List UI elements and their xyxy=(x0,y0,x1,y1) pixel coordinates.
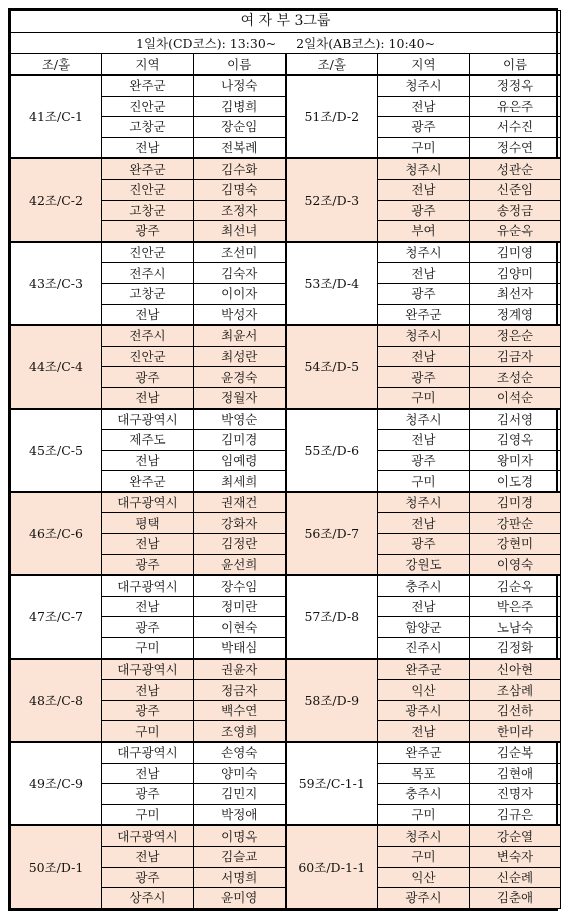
region-cell: 완주군 xyxy=(102,471,194,492)
region-cell: 광주 xyxy=(378,450,470,471)
group-hole-cell: 42조/C-2 xyxy=(11,158,102,241)
schedule-body xyxy=(11,75,561,908)
region-cell: 전남 xyxy=(378,263,470,284)
group-hole-cell: 60조/D-1-1 xyxy=(286,825,378,908)
table-row xyxy=(11,158,561,179)
table-row xyxy=(11,75,561,96)
player-name-cell: 강화자 xyxy=(194,513,286,534)
region-cell: 청주시 xyxy=(378,158,470,179)
region-cell: 강원도 xyxy=(378,554,470,575)
region-cell: 청주시 xyxy=(378,325,470,346)
player-name-cell: 박성자 xyxy=(194,304,286,325)
group-hole-cell: 54조/D-5 xyxy=(286,325,378,408)
region-cell: 평택 xyxy=(102,513,194,534)
player-name-cell: 김미경 xyxy=(194,430,286,451)
region-cell: 부여 xyxy=(378,221,470,242)
player-name-cell: 최선녀 xyxy=(194,221,286,242)
player-name-cell: 김숙자 xyxy=(194,263,286,284)
group-hole-cell: 46조/C-6 xyxy=(11,492,102,575)
player-name-cell: 김정란 xyxy=(194,534,286,555)
region-cell: 진안군 xyxy=(102,346,194,367)
region-cell: 전남 xyxy=(378,721,470,742)
player-name-cell: 손영숙 xyxy=(194,742,286,763)
group-hole-cell: 49조/C-9 xyxy=(11,742,102,825)
player-name-cell: 김규은 xyxy=(470,804,561,825)
region-cell: 전남 xyxy=(102,846,194,867)
region-cell: 전주시 xyxy=(102,263,194,284)
group-hole-cell: 52조/D-3 xyxy=(286,158,378,241)
region-cell: 진안군 xyxy=(102,242,194,263)
group-hole-cell: 57조/D-8 xyxy=(286,575,378,658)
region-cell: 광주 xyxy=(102,784,194,805)
region-cell: 전남 xyxy=(102,137,194,158)
col-header-group-right: 조/홀 xyxy=(286,54,378,76)
region-cell: 구미 xyxy=(102,638,194,659)
region-cell: 전주시 xyxy=(102,325,194,346)
region-cell: 전남 xyxy=(378,346,470,367)
region-cell: 완주군 xyxy=(102,158,194,179)
player-name-cell: 김미영 xyxy=(470,242,561,263)
table-row xyxy=(11,825,561,846)
player-name-cell: 윤경숙 xyxy=(194,367,286,388)
region-cell: 광주 xyxy=(102,617,194,638)
player-name-cell: 유순옥 xyxy=(470,221,561,242)
col-header-region-left: 지역 xyxy=(102,54,194,76)
group-hole-cell: 53조/D-4 xyxy=(286,242,378,325)
player-name-cell: 조정자 xyxy=(194,200,286,221)
player-name-cell: 정미란 xyxy=(194,596,286,617)
player-name-cell: 진명자 xyxy=(470,784,561,805)
region-cell: 전남 xyxy=(378,179,470,200)
player-name-cell: 유은주 xyxy=(470,96,561,117)
player-name-cell: 조성순 xyxy=(470,367,561,388)
region-cell: 광주 xyxy=(102,367,194,388)
player-name-cell: 김금자 xyxy=(470,346,561,367)
player-name-cell: 서수진 xyxy=(470,117,561,138)
table-row xyxy=(11,575,561,596)
region-cell: 청주시 xyxy=(378,242,470,263)
player-name-cell: 변숙자 xyxy=(470,846,561,867)
group-hole-cell: 59조/C-1-1 xyxy=(286,742,378,825)
player-name-cell: 권윤자 xyxy=(194,659,286,680)
player-name-cell: 김영옥 xyxy=(470,430,561,451)
player-name-cell: 정정옥 xyxy=(470,75,561,96)
player-name-cell: 정수연 xyxy=(470,137,561,158)
player-name-cell: 조삼례 xyxy=(470,680,561,701)
region-cell: 구미 xyxy=(378,471,470,492)
player-name-cell: 김수화 xyxy=(194,158,286,179)
player-name-cell: 이현숙 xyxy=(194,617,286,638)
region-cell: 구미 xyxy=(102,804,194,825)
table-row xyxy=(11,659,561,680)
region-cell: 광주 xyxy=(378,534,470,555)
group-schedule-sheet xyxy=(8,8,558,911)
player-name-cell: 권재건 xyxy=(194,492,286,513)
region-cell: 충주시 xyxy=(378,784,470,805)
region-cell: 충주시 xyxy=(378,575,470,596)
region-cell: 청주시 xyxy=(378,75,470,96)
region-cell: 광주 xyxy=(102,700,194,721)
player-name-cell: 박영순 xyxy=(194,409,286,430)
player-name-cell: 성관순 xyxy=(470,158,561,179)
player-name-cell: 이이자 xyxy=(194,283,286,304)
group-hole-cell: 43조/C-3 xyxy=(11,242,102,325)
region-cell: 광주 xyxy=(378,367,470,388)
region-cell: 진주시 xyxy=(378,638,470,659)
group-hole-cell: 50조/D-1 xyxy=(11,825,102,908)
region-cell: 대구광역시 xyxy=(102,659,194,680)
region-cell: 전남 xyxy=(378,430,470,451)
player-name-cell: 전복례 xyxy=(194,137,286,158)
region-cell: 청주시 xyxy=(378,825,470,846)
player-name-cell: 최세희 xyxy=(194,471,286,492)
player-name-cell: 김병희 xyxy=(194,96,286,117)
player-name-cell: 이영숙 xyxy=(470,554,561,575)
region-cell: 완주군 xyxy=(378,304,470,325)
player-name-cell: 김순옥 xyxy=(470,575,561,596)
player-name-cell: 백수연 xyxy=(194,700,286,721)
region-cell: 광주 xyxy=(378,283,470,304)
region-cell: 광주 xyxy=(102,867,194,888)
player-name-cell: 조선미 xyxy=(194,242,286,263)
col-header-group-left: 조/홀 xyxy=(11,54,102,76)
player-name-cell: 윤미영 xyxy=(194,888,286,909)
region-cell: 구미 xyxy=(102,721,194,742)
group-hole-cell: 56조/D-7 xyxy=(286,492,378,575)
player-name-cell: 신순례 xyxy=(470,867,561,888)
player-name-cell: 김정화 xyxy=(470,638,561,659)
group-hole-cell: 45조/C-5 xyxy=(11,409,102,492)
player-name-cell: 한미라 xyxy=(470,721,561,742)
player-name-cell: 이명옥 xyxy=(194,825,286,846)
region-cell: 청주시 xyxy=(378,492,470,513)
region-cell: 완주군 xyxy=(378,742,470,763)
group-hole-cell: 41조/C-1 xyxy=(11,75,102,158)
sheet-title: 여 자 부 3그룹 xyxy=(11,11,561,33)
region-cell: 구미 xyxy=(378,137,470,158)
region-cell: 대구광역시 xyxy=(102,492,194,513)
region-cell: 광주시 xyxy=(378,700,470,721)
player-name-cell: 최성란 xyxy=(194,346,286,367)
region-cell: 함양군 xyxy=(378,617,470,638)
region-cell: 대구광역시 xyxy=(102,742,194,763)
player-name-cell: 최윤서 xyxy=(194,325,286,346)
player-name-cell: 송정금 xyxy=(470,200,561,221)
group-hole-cell: 47조/C-7 xyxy=(11,575,102,658)
player-name-cell: 박정애 xyxy=(194,804,286,825)
region-cell: 목포 xyxy=(378,763,470,784)
region-cell: 전남 xyxy=(378,596,470,617)
player-name-cell: 정은순 xyxy=(470,325,561,346)
group-hole-cell: 55조/D-6 xyxy=(286,409,378,492)
table-row xyxy=(11,409,561,430)
region-cell: 고창군 xyxy=(102,117,194,138)
table-row xyxy=(11,492,561,513)
region-cell: 제주도 xyxy=(102,430,194,451)
tee-time-subtitle: 1일차(CD코스): 13:30~ 2일차(AB코스): 10:40~ xyxy=(11,33,561,54)
col-header-name-left: 이름 xyxy=(194,54,286,76)
player-name-cell: 서명희 xyxy=(194,867,286,888)
player-name-cell: 최선자 xyxy=(470,283,561,304)
player-name-cell: 왕미자 xyxy=(470,450,561,471)
region-cell: 광주시 xyxy=(378,888,470,909)
player-name-cell: 신준임 xyxy=(470,179,561,200)
region-cell: 완주군 xyxy=(102,75,194,96)
player-name-cell: 김민지 xyxy=(194,784,286,805)
table-row xyxy=(11,242,561,263)
region-cell: 전남 xyxy=(378,96,470,117)
player-name-cell: 이석순 xyxy=(470,387,561,408)
region-cell: 전남 xyxy=(102,450,194,471)
group-hole-cell: 51조/D-2 xyxy=(286,75,378,158)
region-cell: 광주 xyxy=(102,554,194,575)
region-cell: 청주시 xyxy=(378,409,470,430)
player-name-cell: 노남숙 xyxy=(470,617,561,638)
player-name-cell: 김순복 xyxy=(470,742,561,763)
table-row xyxy=(11,742,561,763)
player-name-cell: 김양미 xyxy=(470,263,561,284)
player-name-cell: 강순열 xyxy=(470,825,561,846)
player-name-cell: 김선하 xyxy=(470,700,561,721)
player-name-cell: 박은주 xyxy=(470,596,561,617)
region-cell: 광주 xyxy=(378,200,470,221)
player-name-cell: 김미경 xyxy=(470,492,561,513)
player-name-cell: 장순임 xyxy=(194,117,286,138)
region-cell: 익산 xyxy=(378,680,470,701)
region-cell: 고창군 xyxy=(102,200,194,221)
region-cell: 전남 xyxy=(102,763,194,784)
region-cell: 전남 xyxy=(102,534,194,555)
player-name-cell: 장수임 xyxy=(194,575,286,596)
region-cell: 광주 xyxy=(378,117,470,138)
player-name-cell: 정월자 xyxy=(194,387,286,408)
region-cell: 광주 xyxy=(102,221,194,242)
player-name-cell: 김서영 xyxy=(470,409,561,430)
region-cell: 진안군 xyxy=(102,179,194,200)
region-cell: 상주시 xyxy=(102,888,194,909)
region-cell: 진안군 xyxy=(102,96,194,117)
region-cell: 전남 xyxy=(102,387,194,408)
player-name-cell: 윤선희 xyxy=(194,554,286,575)
region-cell: 전남 xyxy=(102,304,194,325)
group-hole-cell: 44조/C-4 xyxy=(11,325,102,408)
region-cell: 전남 xyxy=(102,596,194,617)
player-name-cell: 정계영 xyxy=(470,304,561,325)
player-name-cell: 김춘애 xyxy=(470,888,561,909)
player-name-cell: 나정숙 xyxy=(194,75,286,96)
table-row xyxy=(11,325,561,346)
player-name-cell: 김명숙 xyxy=(194,179,286,200)
region-cell: 전남 xyxy=(378,513,470,534)
group-hole-cell: 58조/D-9 xyxy=(286,659,378,742)
player-name-cell: 임예령 xyxy=(194,450,286,471)
region-cell: 대구광역시 xyxy=(102,575,194,596)
region-cell: 대구광역시 xyxy=(102,409,194,430)
region-cell: 구미 xyxy=(378,846,470,867)
region-cell: 구미 xyxy=(378,387,470,408)
player-name-cell: 박태심 xyxy=(194,638,286,659)
player-name-cell: 정금자 xyxy=(194,680,286,701)
player-name-cell: 강판순 xyxy=(470,513,561,534)
player-name-cell: 조영희 xyxy=(194,721,286,742)
group-hole-cell: 48조/C-8 xyxy=(11,659,102,742)
player-name-cell: 신아현 xyxy=(470,659,561,680)
player-name-cell: 양미숙 xyxy=(194,763,286,784)
region-cell: 완주군 xyxy=(378,659,470,680)
player-name-cell: 강현미 xyxy=(470,534,561,555)
col-header-region-right: 지역 xyxy=(378,54,470,76)
region-cell: 구미 xyxy=(378,804,470,825)
player-name-cell: 김현애 xyxy=(470,763,561,784)
region-cell: 전남 xyxy=(102,680,194,701)
region-cell: 고창군 xyxy=(102,283,194,304)
region-cell: 대구광역시 xyxy=(102,825,194,846)
region-cell: 익산 xyxy=(378,867,470,888)
player-name-cell: 이도경 xyxy=(470,471,561,492)
player-name-cell: 김슬교 xyxy=(194,846,286,867)
schedule-table xyxy=(10,10,561,909)
col-header-name-right: 이름 xyxy=(470,54,561,76)
